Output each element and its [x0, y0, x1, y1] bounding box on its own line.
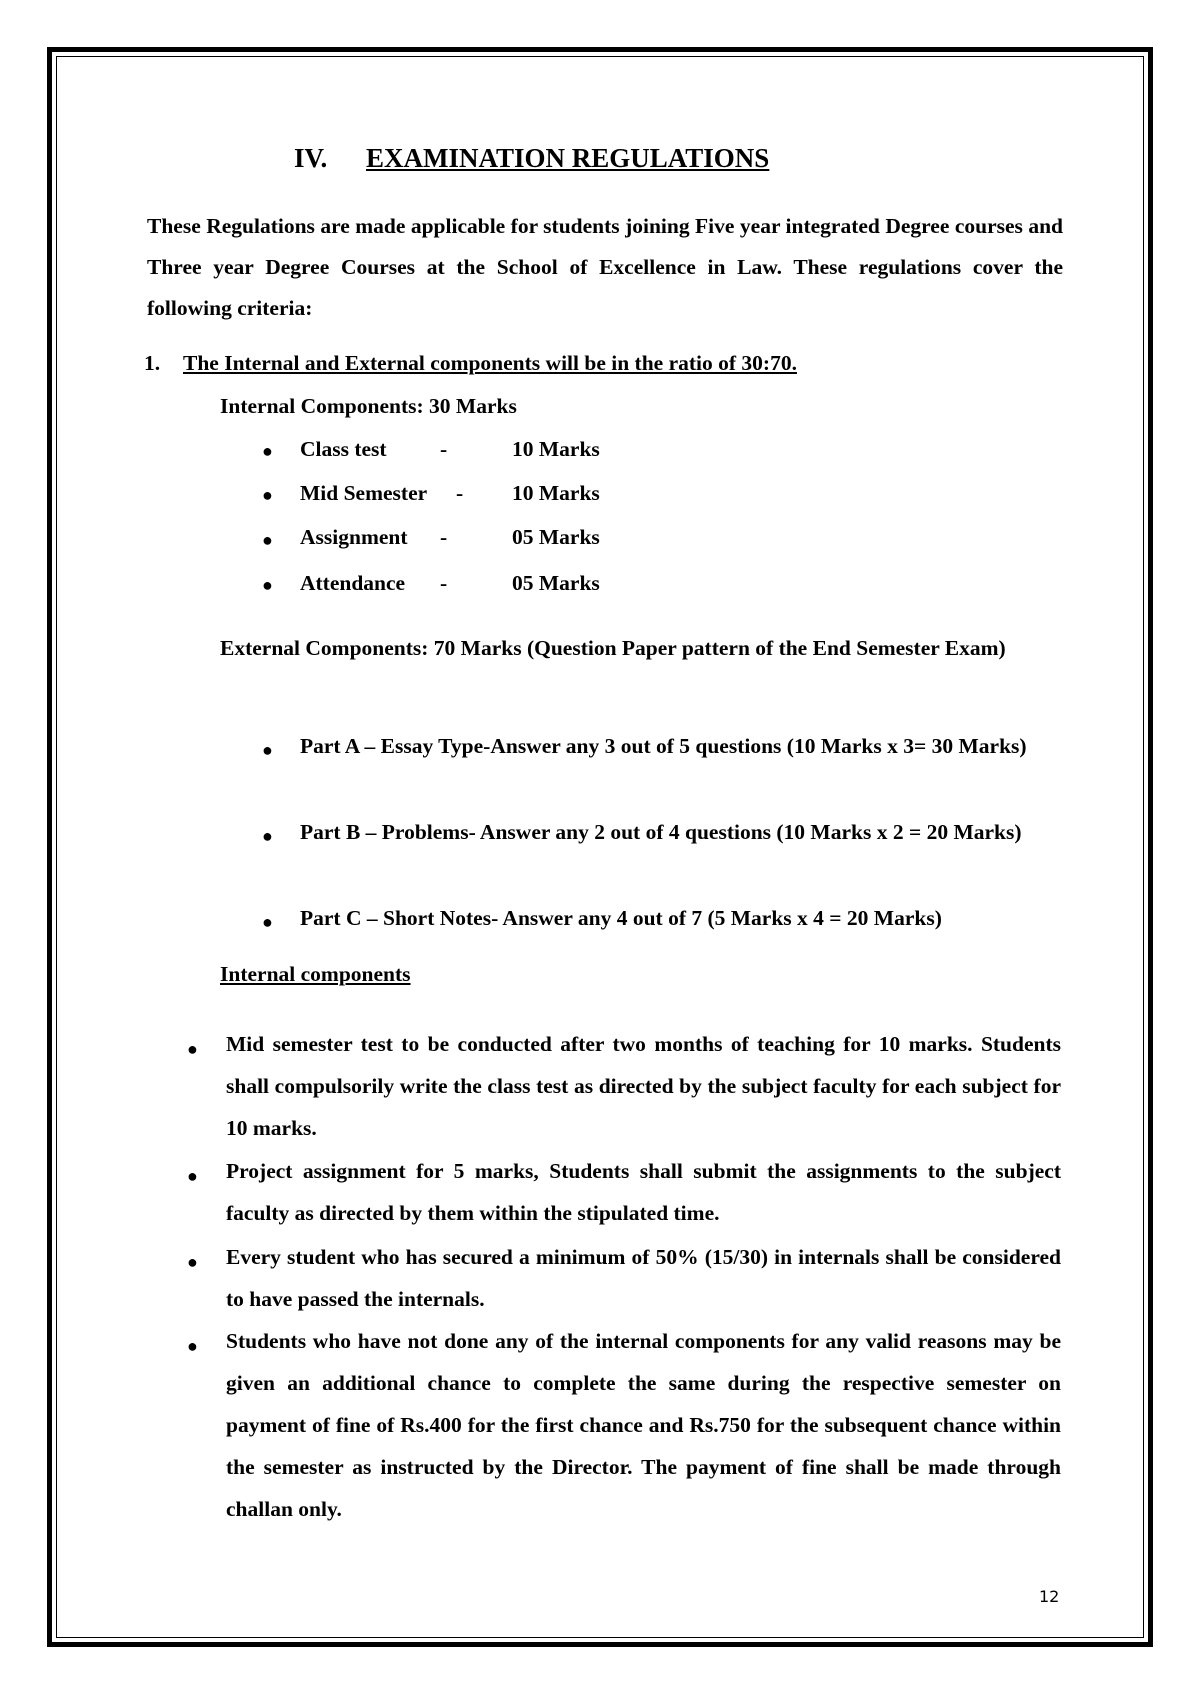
- external-components-heading: External Components: 70 Marks (Question Paper pattern of the End Semester Exam): [220, 636, 1006, 660]
- external-item-text: Part A – Essay Type-Answer any 3 out of 5 questions (10 Marks x 3= 30 Marks): [300, 734, 1027, 758]
- bullet-icon: ●: [262, 485, 273, 505]
- bullet-icon: ●: [187, 1039, 198, 1059]
- bullet-icon: ●: [262, 826, 273, 846]
- page-number: 12: [1039, 1587, 1060, 1606]
- component-label: Class test: [300, 437, 387, 461]
- component-dash: -: [440, 437, 448, 461]
- bullet-icon: ●: [187, 1252, 198, 1272]
- intro-paragraph: These Regulations are made applicable for students joining Five year integrated Degree courses and Three year Degree Courses at the School of Excellence in Law. These regulations cover the following criteria:: [147, 214, 1063, 320]
- component-dash: -: [440, 571, 448, 595]
- section-title-number: IV.: [294, 143, 328, 173]
- component-marks: 05 Marks: [512, 525, 600, 549]
- component-label: Assignment: [300, 525, 408, 549]
- component-label: Mid Semester: [300, 481, 428, 505]
- internal-rule-text: Project assignment for 5 marks, Students shall submit the assignments to the subject faculty as directed by them within the stipulated time.: [226, 1159, 1061, 1225]
- component-marks: 05 Marks: [512, 571, 600, 595]
- component-marks: 10 Marks: [512, 437, 600, 461]
- bullet-icon: ●: [187, 1336, 198, 1356]
- component-marks: 10 Marks: [512, 481, 600, 505]
- external-item-text: Part B – Problems- Answer any 2 out of 4 questions (10 Marks x 2 = 20 Marks): [300, 820, 1022, 844]
- external-item-text: Part C – Short Notes- Answer any 4 out of 7 (5 Marks x 4 = 20 Marks): [300, 906, 942, 930]
- section-title-text: EXAMINATION REGULATIONS: [366, 143, 770, 173]
- component-dash: -: [456, 481, 464, 505]
- internal-components-heading: Internal Components: 30 Marks: [220, 394, 517, 418]
- section-1-number: 1.: [144, 351, 161, 375]
- bullet-icon: ●: [262, 530, 273, 550]
- bullet-icon: ●: [262, 740, 273, 760]
- bullet-icon: ●: [262, 575, 273, 595]
- internal-rules-heading: Internal components: [220, 962, 411, 986]
- bullet-icon: ●: [262, 912, 273, 932]
- internal-rule-text: Students who have not done any of the internal components for any valid reasons may be given an additional chance to complete the same during the respective semester on payment of fine of Rs.400 for the first chance and Rs.750 for the subsequent chance within the semester as instructed by the Director. The payment of fine shall be made through challan only.: [226, 1329, 1061, 1521]
- bullet-icon: ●: [187, 1166, 198, 1186]
- internal-rule-text: Mid semester test to be conducted after two months of teaching for 10 marks. Students shall compulsorily write the class test as directed by the subject faculty for each subject for 10 marks.: [226, 1032, 1061, 1140]
- bullet-icon: ●: [262, 441, 273, 461]
- component-label: Attendance: [300, 571, 406, 595]
- internal-rule-text: Every student who has secured a minimum of 50% (15/30) in internals shall be considered to have passed the internals.: [226, 1245, 1061, 1311]
- component-dash: -: [440, 525, 448, 549]
- section-1-text: The Internal and External components will be in the ratio of 30:70.: [183, 351, 797, 375]
